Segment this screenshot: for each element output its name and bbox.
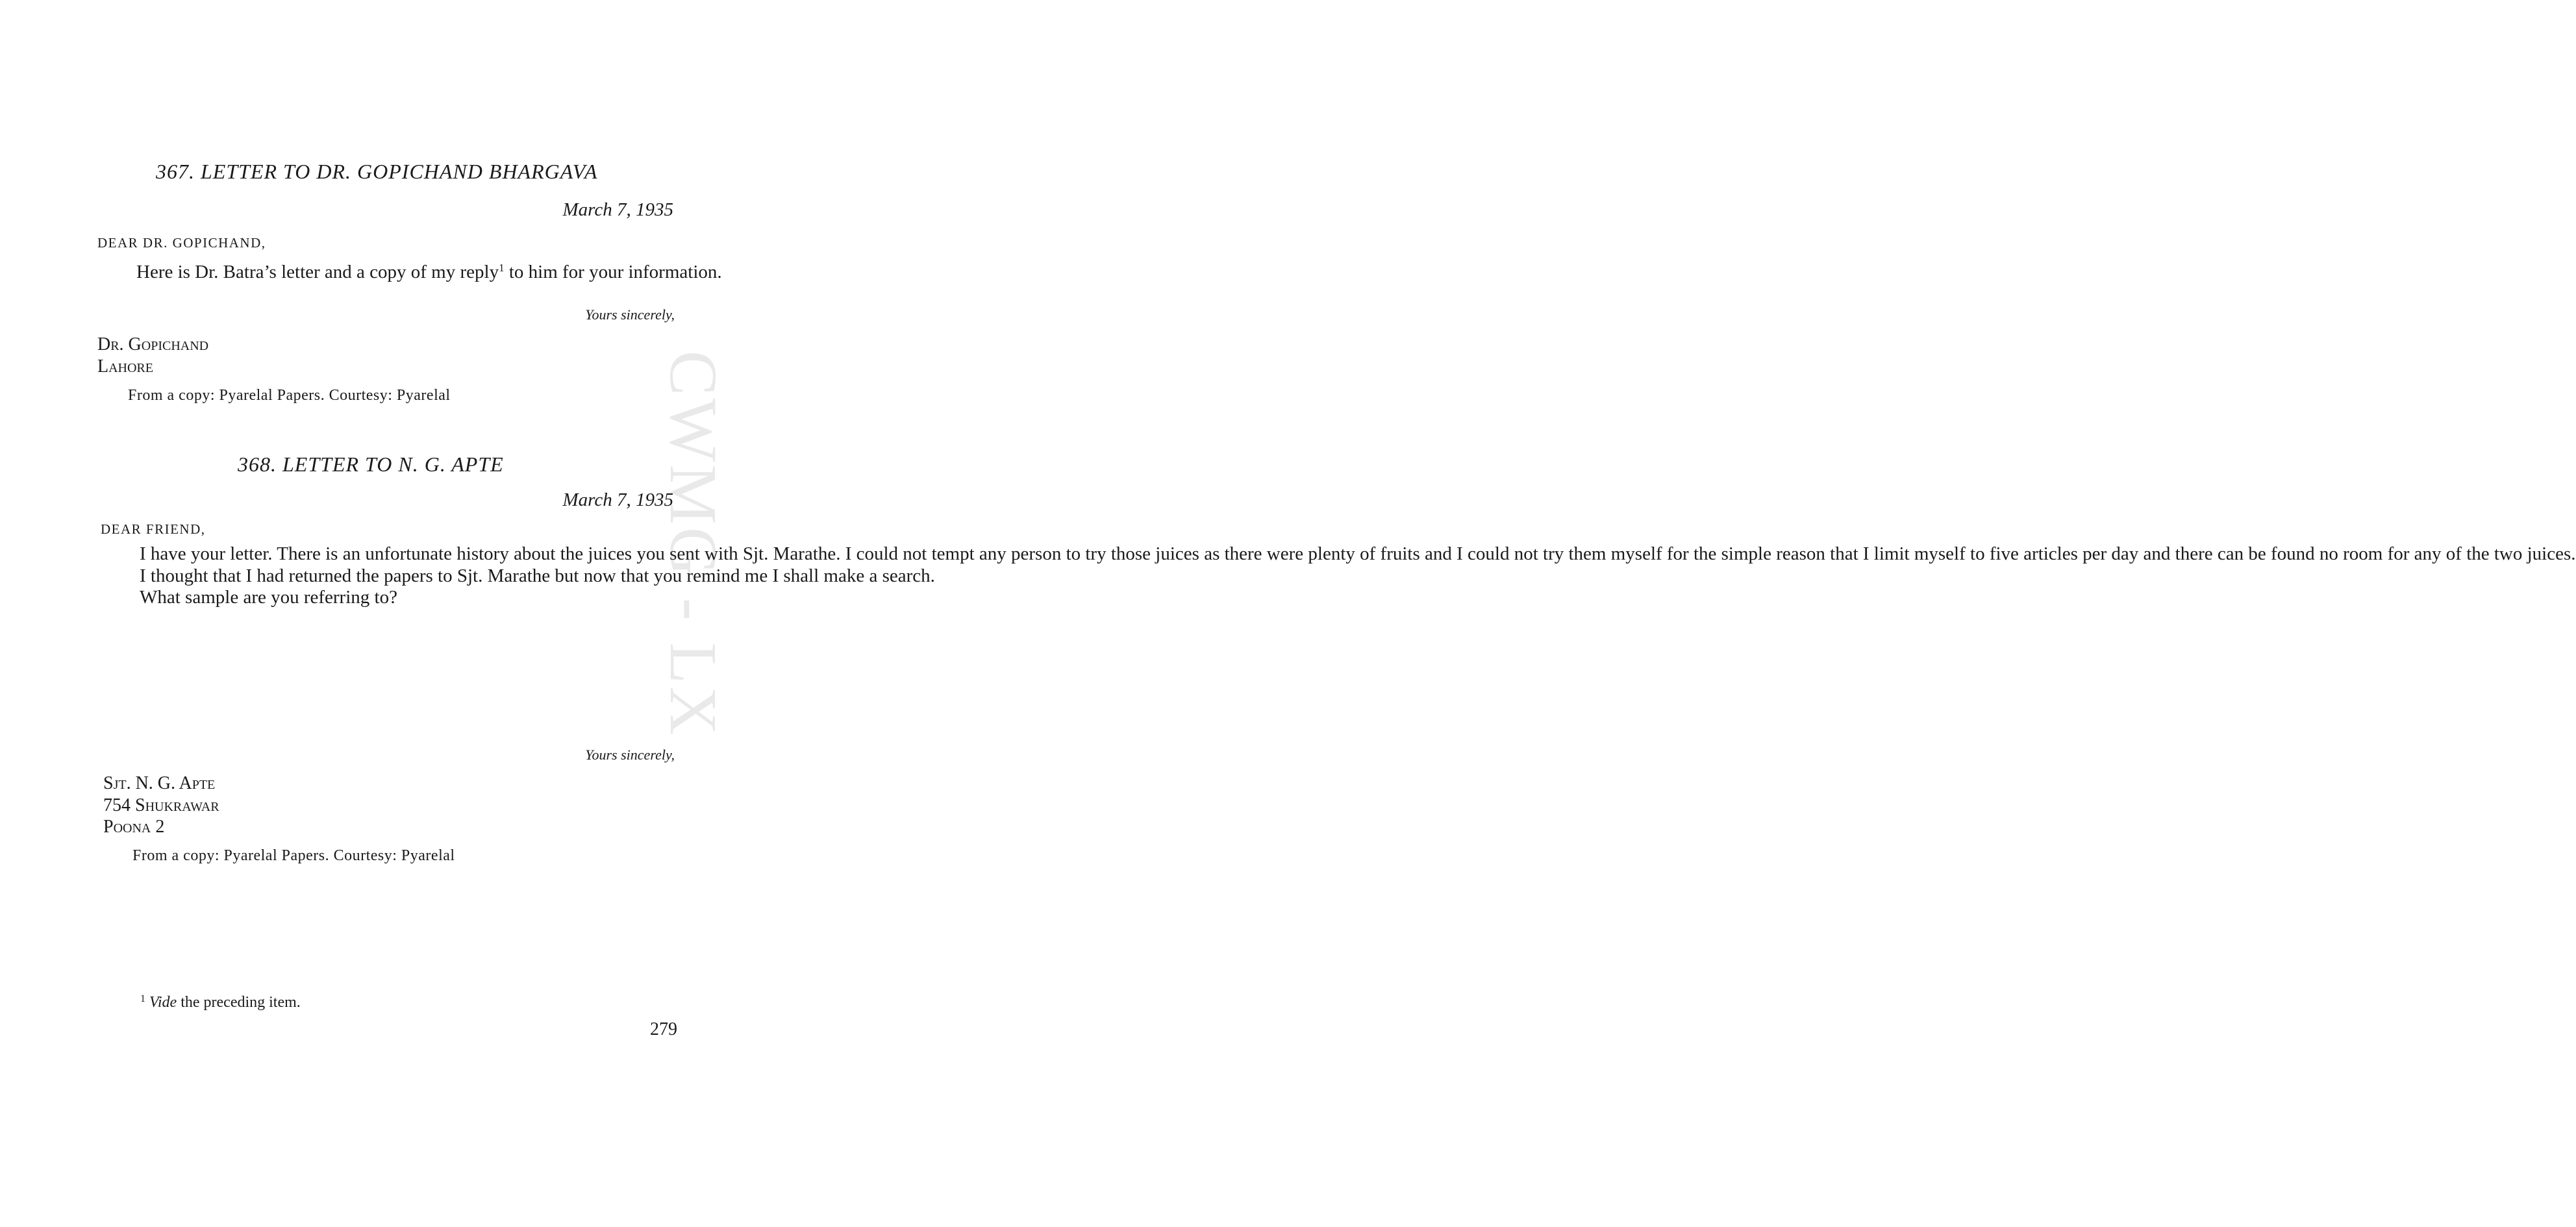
letter-367-salutation: DEAR DR. GOPICHAND, xyxy=(97,235,266,251)
addressee-line: Lahore xyxy=(97,356,153,377)
letter-368-addressee xyxy=(103,773,219,838)
letter-368-body xyxy=(101,543,2576,609)
letter-368-source: From a copy: Pyarelal Papers. Courtesy: Pyarelal xyxy=(132,847,455,864)
footnote-text: the preceding item. xyxy=(177,994,301,1011)
letter-368-title: 368. LETTER TO N. G. APTE xyxy=(238,452,504,476)
addressee-line: Poona 2 xyxy=(103,817,165,837)
footnote-reference: 1 xyxy=(499,262,505,274)
letter-368-paragraph-1: I have your letter. There is an unfortunate history about the juices you sent with Sjt. Marathe. I could not tempt any person to try those juices as there were plenty of fruits and I could not try them myself for the simple reason that I limit myself to five articles per day and there can be found no room for any of the two juices. xyxy=(140,543,2576,564)
letter-368-paragraph-3: What sample are you referring to? xyxy=(140,587,397,608)
letter-367-title: 367. LETTER TO DR. GOPICHAND BHARGAVA xyxy=(156,160,598,183)
watermark: CWMG - LX xyxy=(656,351,731,738)
letter-367-date: March 7, 1935 xyxy=(562,199,673,220)
letter-367-addressee xyxy=(97,334,208,377)
footnote xyxy=(140,993,301,1011)
page-number: 279 xyxy=(650,1019,677,1039)
addressee-line: 754 Shukrawar xyxy=(103,795,219,815)
letter-368-salutation: DEAR FRIEND, xyxy=(101,521,206,537)
letter-368-date: March 7, 1935 xyxy=(562,490,673,510)
letter-367-source: From a copy: Pyarelal Papers. Courtesy: Pyarelal xyxy=(128,387,451,404)
letter-367-closing: Yours sincerely, xyxy=(585,306,675,323)
letter-367-text-before: Here is Dr. Batra’s letter and a copy of my reply xyxy=(136,262,499,282)
letter-367-body xyxy=(97,257,722,284)
letter-368-paragraph-2: I thought that I had returned the papers to Sjt. Marathe but now that you remind me I shall make a search. xyxy=(140,565,935,586)
footnote-italic: Vide xyxy=(149,994,177,1011)
letter-367-text-after: to him for your information. xyxy=(504,262,722,282)
addressee-line: Sjt. N. G. Apte xyxy=(103,773,216,793)
addressee-line: Dr. Gopichand xyxy=(97,334,209,354)
letter-367-paragraph xyxy=(97,257,722,284)
footnote-number: 1 xyxy=(140,993,145,1004)
letter-368-closing: Yours sincerely, xyxy=(585,747,675,763)
